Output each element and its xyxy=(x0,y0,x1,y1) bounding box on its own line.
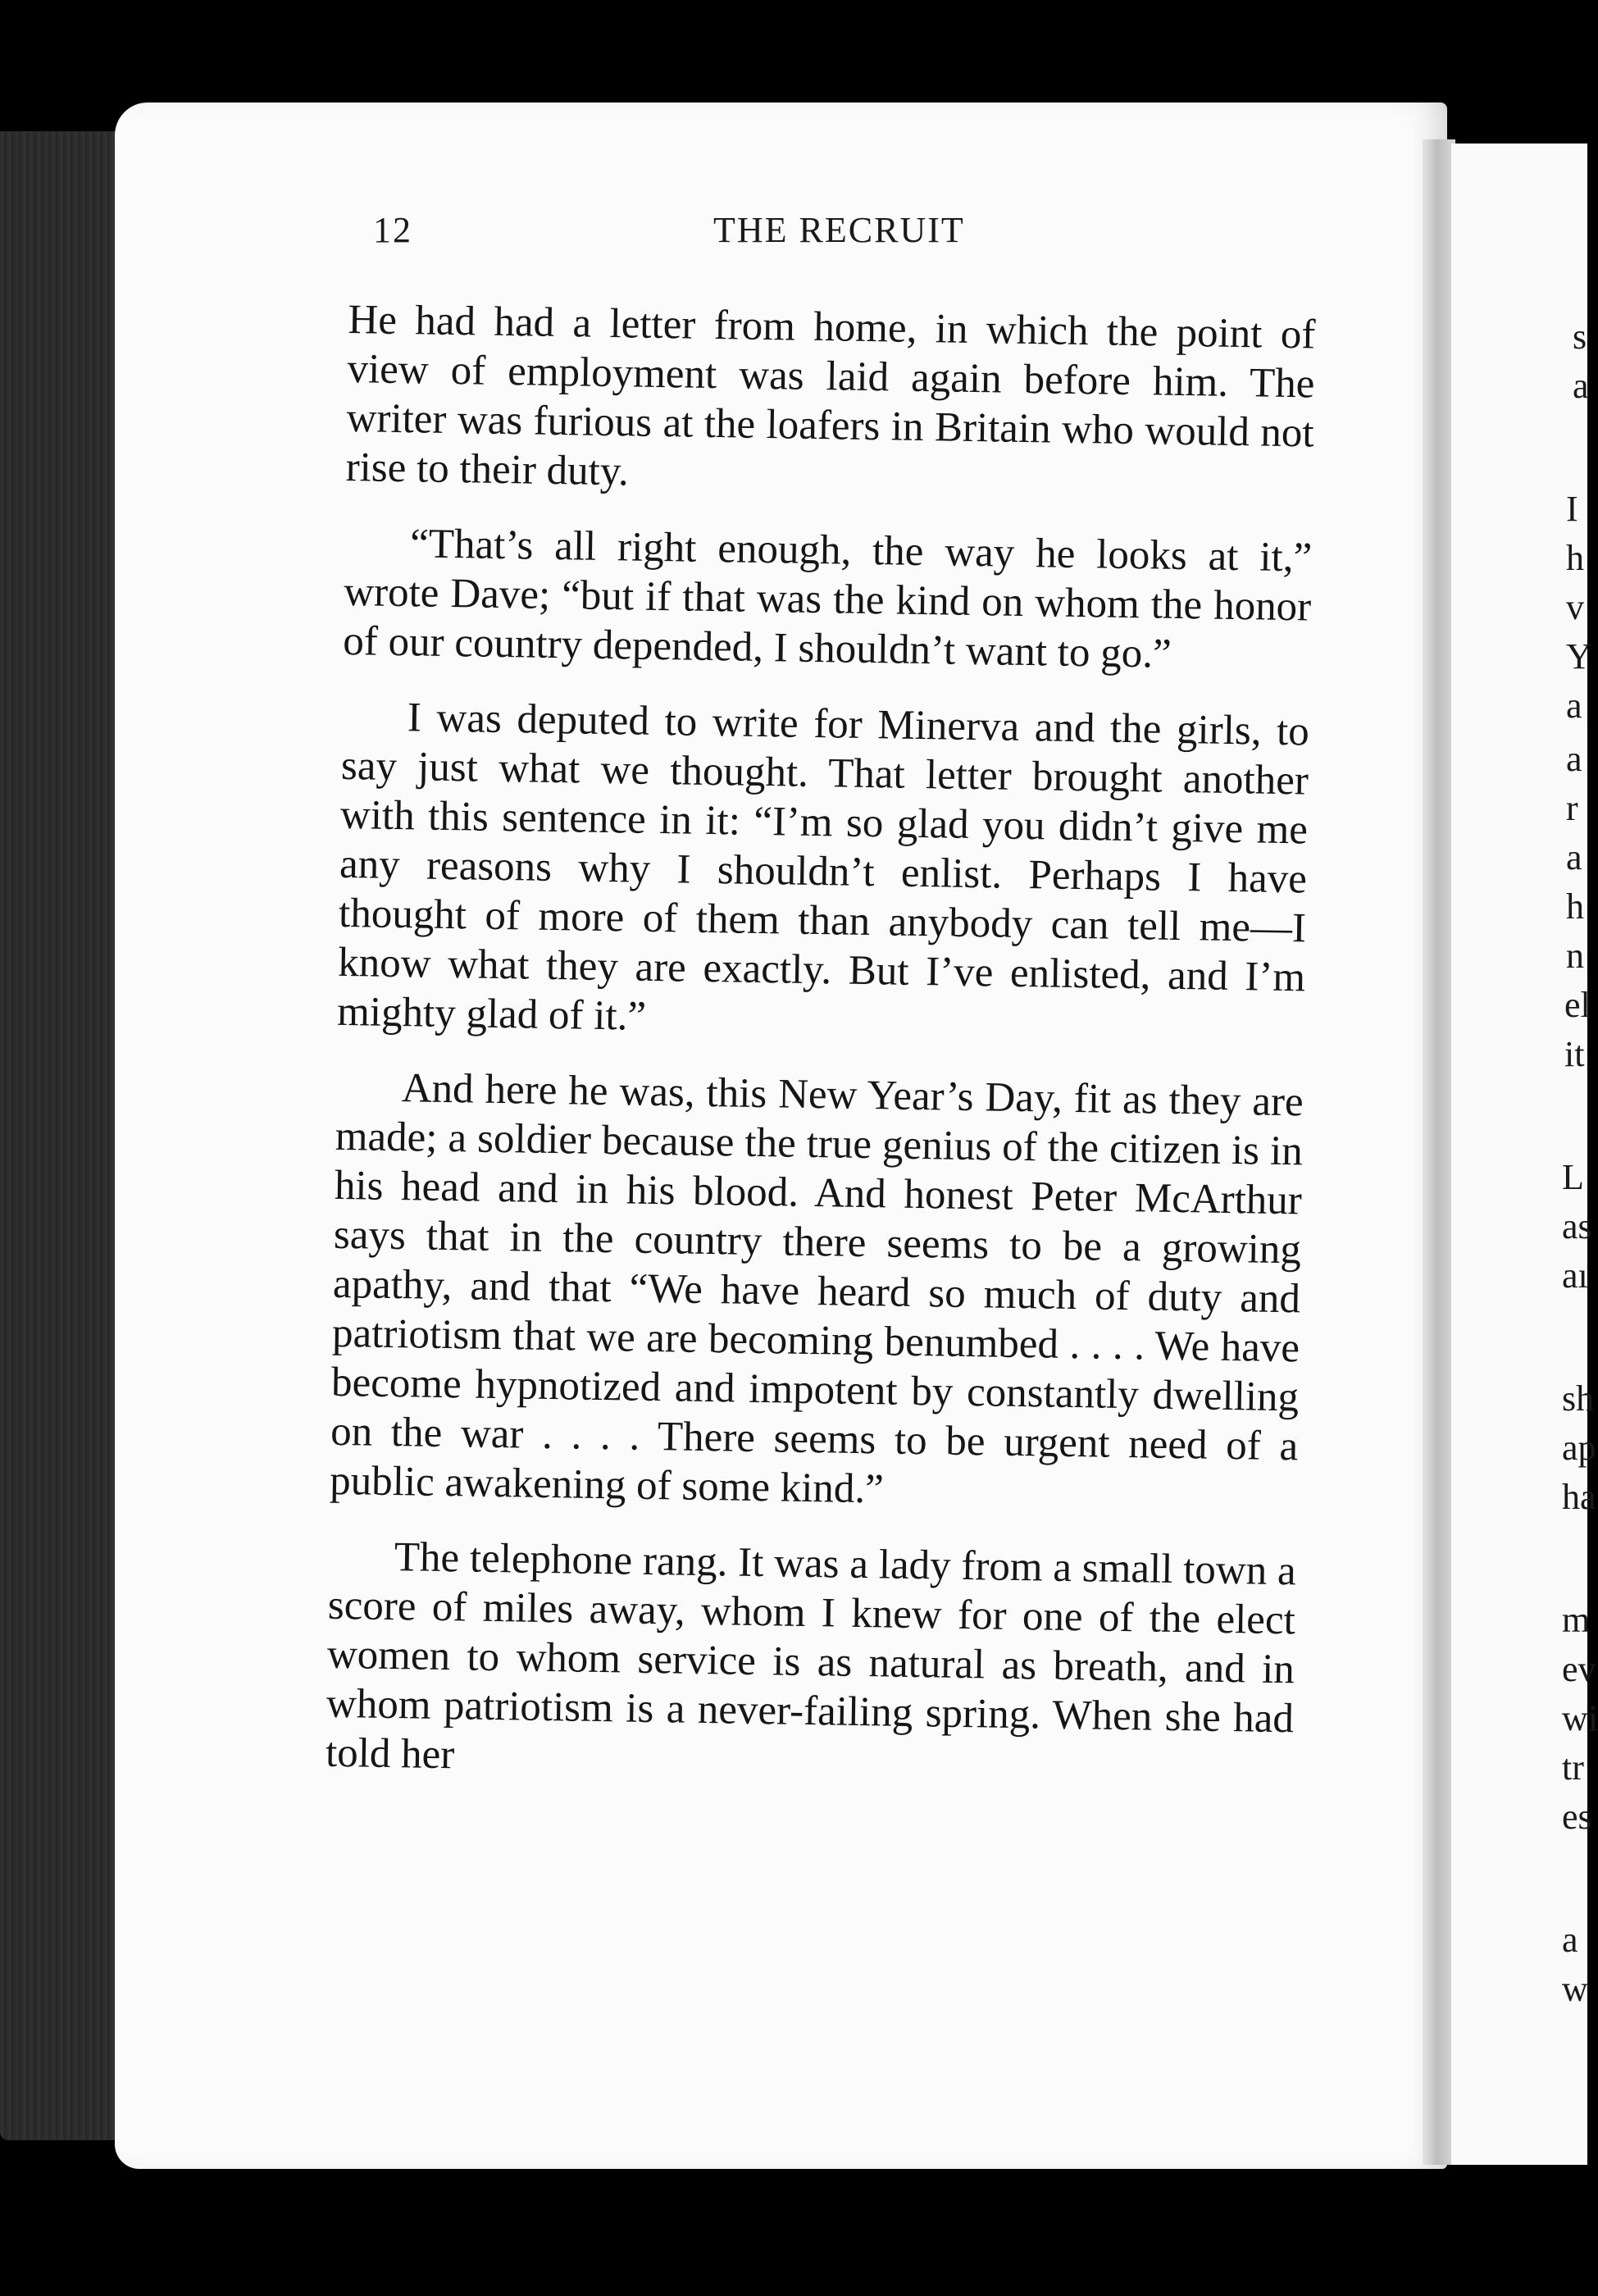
facing-fragment: I xyxy=(1566,489,1578,529)
facing-fragment: sh xyxy=(1562,1378,1595,1419)
facing-fragment: el xyxy=(1564,985,1591,1025)
paragraph: I was deputed to write for Minerva and the girls, to say just what we thought. That letter brought another with this sentence in it: “I’m so glad you didn’t give me any reasons why I shouldn’t enlist. Perhaps I have thought of more of them than anybody can tell me—I know what they are exactly. But I’ve enlisted, and I’m mighty glad of it.” xyxy=(336,695,1310,1040)
facing-fragment: aı xyxy=(1562,1255,1588,1296)
facing-fragment: h xyxy=(1566,538,1584,578)
facing-fragment: a xyxy=(1566,739,1582,779)
facing-fragment: a xyxy=(1562,1920,1578,1960)
running-head xyxy=(373,209,1341,258)
facing-page xyxy=(1451,144,1598,2165)
running-head-title: THE RECRUIT xyxy=(713,210,965,250)
body-text xyxy=(325,295,1316,1819)
facing-fragment: L xyxy=(1562,1157,1584,1197)
facing-fragment: v xyxy=(1566,587,1584,627)
facing-fragment: it xyxy=(1564,1034,1585,1074)
paragraph: The telephone rang. It was a lady from a small town a score of miles away, whom I knew for one of the elect women to whom service is as natural as breath, and in whom patriotism is a never-failing spring. When she had told her xyxy=(325,1534,1297,1779)
facing-fragment: Y xyxy=(1566,636,1592,676)
facing-fragment: n xyxy=(1566,936,1584,976)
facing-fragment: s xyxy=(1573,317,1587,357)
facing-fragment: ap xyxy=(1562,1428,1596,1468)
facing-fragment: a xyxy=(1573,366,1589,406)
facing-fragment: as xyxy=(1562,1206,1592,1246)
facing-fragment: ha xyxy=(1562,1477,1596,1517)
paragraph: And here he was, this New Year’s Day, fit as they are made; a soldier because the true genius of the citizen is in his head and in his blood. And honest Peter McArthur says that in the country there seems to be a growing apathy, and that “We have heard so much of duty and patriotism that we are becoming benumbed . . . . We have become hypnotized and impotent by constantly dwelling on the war . . . . There seems to be urgent need of a public awakening of some kind.” xyxy=(329,1065,1304,1513)
facing-fragment: wi xyxy=(1562,1698,1598,1738)
facing-fragment: ev xyxy=(1562,1649,1596,1689)
facing-fragment: h xyxy=(1566,886,1584,927)
facing-fragment: m xyxy=(1562,1600,1591,1640)
gutter-shadow xyxy=(1423,139,1455,2165)
paragraph: He had had a letter from home, in which the point of view of employment was laid again before him. The writer was furious at the loafers in Britain who would not rise to their duty. xyxy=(345,296,1316,495)
paragraph: “That’s all right enough, the way he looks at it,” wrote Dave; “but if that was the kind on whom the honor of our country depended, I shouldn’t want to go.” xyxy=(342,521,1313,677)
facing-fragment: a xyxy=(1566,686,1582,726)
facing-fragment: tr xyxy=(1562,1747,1584,1788)
page-number: 12 xyxy=(373,210,412,250)
facing-fragment: r xyxy=(1566,788,1578,828)
facing-fragment: es xyxy=(1562,1797,1592,1837)
facing-fragment: a xyxy=(1566,837,1582,877)
facing-fragment: w xyxy=(1562,1969,1588,2009)
